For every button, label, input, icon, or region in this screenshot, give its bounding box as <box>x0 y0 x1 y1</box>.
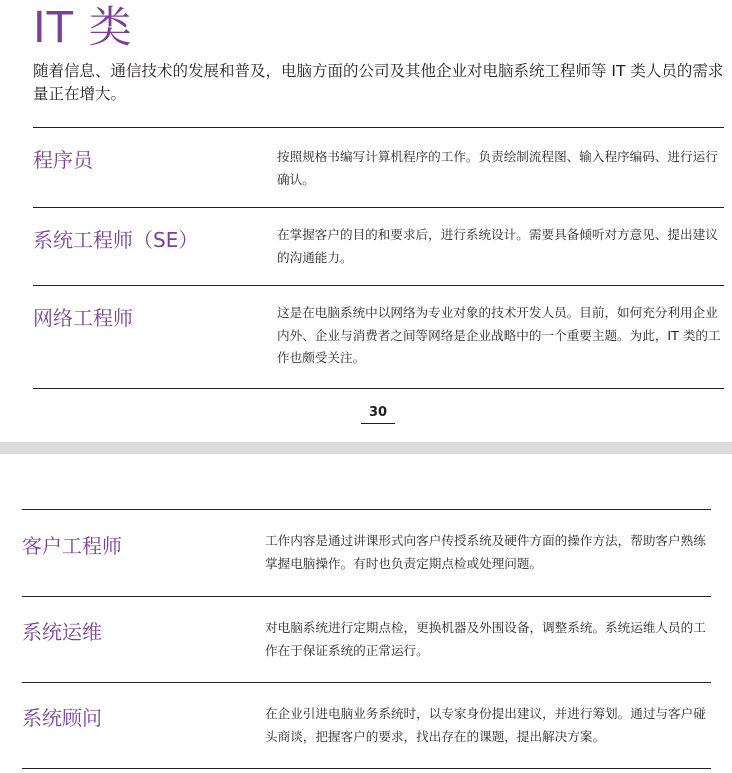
job-title-system-operations: 系统运维 <box>22 620 102 644</box>
job-description-system-operations: 对电脑系统进行定期点检，更换机器及外围设备，调整系统。系统运维人员的工作在于保证系统的正常运行。 <box>265 620 706 658</box>
intro-paragraph: 随着信息、通信技术的发展和普及，电脑方面的公司及其他企业对电脑系统工程师等 IT 类人员的需求量正在增大。 <box>33 62 724 103</box>
job-title-network-engineer: 网络工程师 <box>33 306 133 330</box>
divider <box>22 509 711 510</box>
divider <box>33 388 724 389</box>
job-title-system-consultant: 系统顾问 <box>22 706 102 730</box>
page-number: 30 <box>368 405 388 420</box>
divider <box>22 768 711 769</box>
divider <box>22 596 711 597</box>
job-description-customer-engineer: 工作内容是通过讲课形式向客户传授系统及硬件方面的操作方法，帮助客户熟练掌握电脑操作。有时也负责定期点检或处理问题。 <box>265 533 706 571</box>
page-number-underline <box>361 423 395 424</box>
divider <box>22 682 711 683</box>
divider <box>33 285 724 286</box>
page-bottom <box>0 454 732 773</box>
job-description-programmer: 按照规格书编写计算机程序的工作。负责绘制流程图、输入程序编码、进行运行确认。 <box>277 149 718 187</box>
divider <box>33 207 724 208</box>
divider <box>33 127 724 128</box>
section-title: IT 类 <box>33 3 133 53</box>
job-description-network-engineer: 这是在电脑系统中以网络为专业对象的技术开发人员。目前，如何充分利用企业内外、企业与消费者之间等网络是企业战略中的一个重要主题。为此，IT 类的工作也颇受关注。 <box>277 305 721 365</box>
job-description-system-consultant: 在企业引进电脑业务系统时，以专家身份提出建议，并进行筹划。通过与客户碰头商谈，把握客户的要求，找出存在的课题，提出解决方案。 <box>265 706 706 744</box>
page-separator <box>0 442 732 454</box>
job-title-system-engineer: 系统工程师（SE） <box>33 228 199 252</box>
job-title-customer-engineer: 客户工程师 <box>22 534 122 558</box>
job-description-system-engineer: 在掌握客户的目的和要求后，进行系统设计。需要具备倾听对方意见、提出建议的沟通能力。 <box>277 227 718 265</box>
job-title-programmer: 程序员 <box>33 148 93 172</box>
